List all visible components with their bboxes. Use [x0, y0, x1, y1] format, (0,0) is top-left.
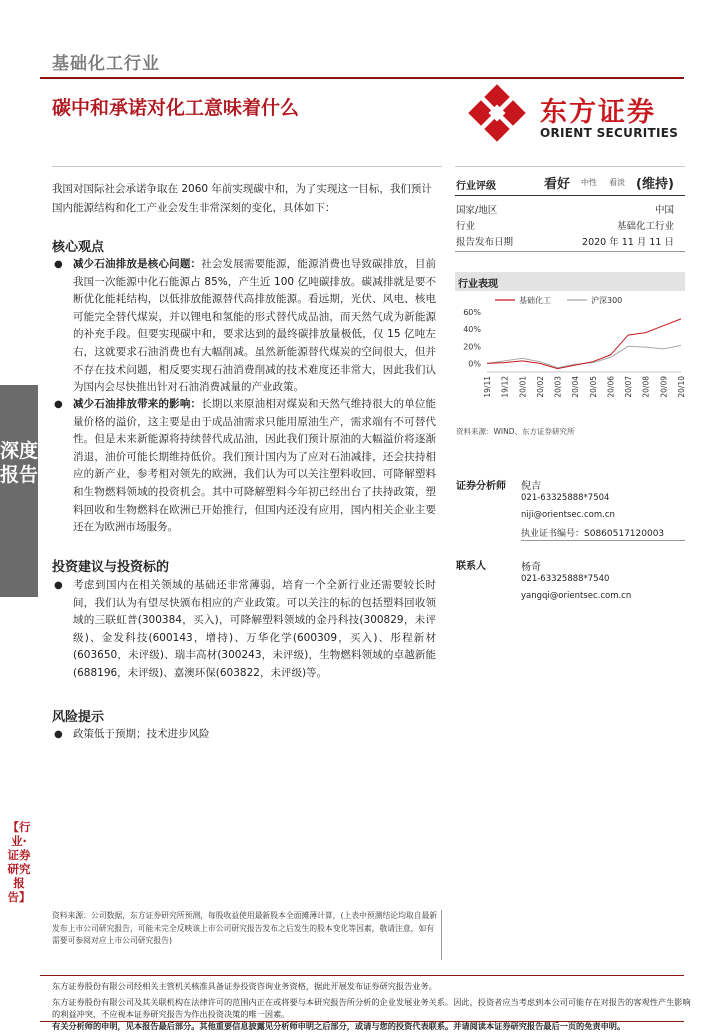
- rating-neutral: 中性: [581, 178, 597, 187]
- risk-heading: 风险提示: [52, 710, 105, 725]
- y-tick-label: 60%: [463, 308, 481, 317]
- invest-bullet: [52, 577, 436, 683]
- x-tick-label: 20/05: [588, 376, 598, 398]
- y-tick-label: 20%: [463, 342, 481, 352]
- bullet-text: 长期以来原油相对煤炭和天然气维持很大的单位能量价格的溢价，这主要是由于成品油需求只能用原油生产，需求端有不可替代性。但是未来新能源将持续替代成品油，因此我们预计原油的大幅溢价将逐渐消退，油价可能长期维持低价。我们预计国内为了应对石油减排，还会扶持相应的新产业，参考相对领先的欧洲，我们认为可以关注塑料收回、可降解塑料和生物燃料领域的投资机会。其中可降解塑料今年初已经出台了扶持政策，塑料回收和生物燃料在欧洲已开始推行，但国内还没有应用，国内相关企业主要还在为欧洲市场服务。: [73, 398, 437, 534]
- contact-name: 杨奇: [521, 562, 541, 573]
- bullet-lead: 减少石油排放是核心问题：: [73, 258, 202, 270]
- divider: [441, 910, 442, 960]
- footer-disclosure-1: 东方证券股份有限公司经相关主管机关核准具备证券投资咨询业务资格，据此开展发布证券研究报告业务。: [52, 981, 437, 991]
- analyst-cert: 执业证书编号：S0860517120003: [521, 529, 665, 539]
- report-type-band: [0, 385, 38, 597]
- core-heading: 核心观点: [52, 240, 105, 255]
- x-tick-label: 20/01: [518, 376, 528, 398]
- x-tick-label: 20/03: [553, 376, 563, 398]
- bullet-icon: ●: [54, 580, 63, 591]
- header-rule: [40, 77, 684, 79]
- source-note: 资料来源：公司数据，东方证券研究所预测，每股收益使用最新股本全面摊薄计算，(上表中预测结论均取自最新发布上市公司研究报告，可能未完全反映该上市公司研究报告发布之后发生的股本变化等因素，敬请注意，如有需要可参阅对应上市公司研究报告): [52, 911, 438, 945]
- contact-label: 联系人: [456, 561, 486, 572]
- rating-label: 行业评级: [456, 181, 496, 192]
- x-tick-label: 20/09: [659, 376, 669, 398]
- bullet-text: 社会发展需要能源，能源消费也导致碳排放，目前我国一次能源中化石能源占 85%，产生近 100 亿吨碳排放。碳减排就是要不断优化能耗结构，以低排放能源替代高排放能源。看远期，光伏、风电、核电可能完全替代煤炭，并以锂电和氢能的形式替代成品油，而天然气成为新能源的补充手段。但要实现碳中和，要求达到的最终碳排放量极低，仅 15 亿吨左右，这就要求石油消费也有大幅削减。虽然新能源替代煤炭的空间很大，但并不存在技术问题，相反要实现石油消费削减的技术难度还非常大，因此我们认为国内会尽快推出针对石油消费减量的产业政策。: [73, 258, 437, 394]
- rating-value: 看好: [544, 177, 571, 192]
- invest-heading: 投资建议与投资标的: [52, 560, 170, 575]
- divider: [455, 166, 685, 167]
- report-type-text: 深度报告: [0, 440, 39, 486]
- rating-bearish: 看淡: [609, 178, 625, 187]
- info-value: 中国: [654, 205, 674, 216]
- logo-name-en: ORIENT SECURITIES: [540, 126, 679, 140]
- logo-name-cn: 东方证券: [540, 97, 656, 128]
- x-tick-label: 20/10: [677, 376, 686, 398]
- bullet-text: 政策低于预期；技术进步风险: [73, 728, 210, 740]
- performance-chart: [455, 292, 685, 404]
- divider: [455, 195, 685, 196]
- x-tick-label: 20/06: [606, 376, 616, 398]
- footer-disclosure-2: 东方证券股份有限公司及其关联机构在法律许可的范围内正在或将要与本研究报告所分析的企业发展业务关系。因此，投资者应当考虑到本公司可能存在对报告的客观性产生影响的利益冲突，不应视本证券研究报告为作出投资决策的唯一因素。: [52, 997, 691, 1020]
- footer-rule: [40, 975, 684, 976]
- legend-label: 沪深300: [591, 296, 623, 305]
- legend-label: 基础化工: [519, 296, 551, 305]
- info-value: 2020 年 11 月 11 日: [582, 237, 674, 248]
- info-row: [456, 234, 674, 248]
- report-title: 碳中和承诺对化工意味着什么: [52, 97, 300, 119]
- core-bullet: [52, 256, 436, 397]
- divider: [52, 166, 442, 167]
- bullet-icon: ●: [54, 729, 63, 740]
- rating-maintain: (维持): [636, 177, 674, 192]
- analyst-name: 倪吉: [521, 481, 541, 492]
- series-line-沪深300: [487, 345, 681, 367]
- core-bullet: [52, 396, 436, 537]
- intro-paragraph: 我国对国际社会承诺争取在 2060 年前实现碳中和，为了实现这一目标，我们预计国内能源结构和化工产业会发生非常深刻的变化，具体如下：: [52, 183, 432, 214]
- contact-email[interactable]: yangqi@orientsec.com.cn: [521, 591, 632, 601]
- x-tick-label: 20/07: [624, 376, 634, 398]
- x-tick-label: 20/08: [641, 376, 651, 398]
- x-tick-label: 20/02: [535, 376, 545, 398]
- bullet-icon: ●: [54, 259, 63, 270]
- series-line-基础化工: [487, 319, 681, 369]
- y-tick-label: 0%: [468, 359, 481, 369]
- x-tick-label: 20/04: [571, 376, 581, 398]
- y-tick-label: 40%: [463, 325, 481, 335]
- chart-source: 资料来源：WIND、东方证券研究所: [456, 427, 575, 436]
- info-row: [456, 202, 674, 216]
- bullet-icon: ●: [54, 399, 63, 410]
- risk-bullet: [52, 726, 436, 744]
- analyst-email[interactable]: niji@orientsec.com.cn: [521, 510, 615, 520]
- footer-disclaimer: 有关分析师的申明，见本报告最后部分。其他重要信息披露见分析师申明之后部分，或请与您的投资代表联系。并请阅读本证券研究报告最后一页的免责申明。: [52, 1021, 626, 1031]
- report-category-tag: 【行业·证券研究报告】: [7, 820, 31, 904]
- info-row: [456, 218, 674, 232]
- info-value: 基础化工行业: [616, 221, 674, 232]
- logo-mark-icon: [470, 86, 530, 142]
- x-tick-label: 19/12: [500, 376, 510, 398]
- contact-phone: 021-63325888*7540: [521, 574, 610, 584]
- info-label: 报告发布日期: [456, 237, 514, 248]
- performance-heading: 行业表现: [455, 272, 685, 291]
- info-label: 行业: [456, 221, 476, 232]
- bullet-text: 考虑到国内在相关领域的基础还非常薄弱，培育一个全新行业还需要较长时间，我们认为有望尽快颁布相应的产业政策。可以关注的标的包括塑料回收领域的三联虹普(300384，买入)，可降解塑料领域的金丹科技(300829，未评级)、金发科技(600143，增持)、万华化学(600309，买入)、彤程新材(603650，未评级)、瑞丰高材(300243，未评级)，生物燃料领域的卓越新能(688196，未评级)、嘉澳环保(603822，未评级)等。: [73, 579, 436, 679]
- x-tick-label: 19/11: [483, 376, 492, 398]
- divider: [521, 540, 685, 541]
- orient-securities-logo: [470, 86, 686, 142]
- bullet-lead: 减少石油排放带来的影响：: [73, 398, 202, 410]
- analyst-phone: 021-63325888*7504: [521, 493, 610, 503]
- info-label: 国家/地区: [456, 205, 498, 216]
- sector-title: 基础化工行业: [52, 54, 160, 74]
- divider: [455, 251, 685, 252]
- analyst-label: 证券分析师: [456, 481, 506, 492]
